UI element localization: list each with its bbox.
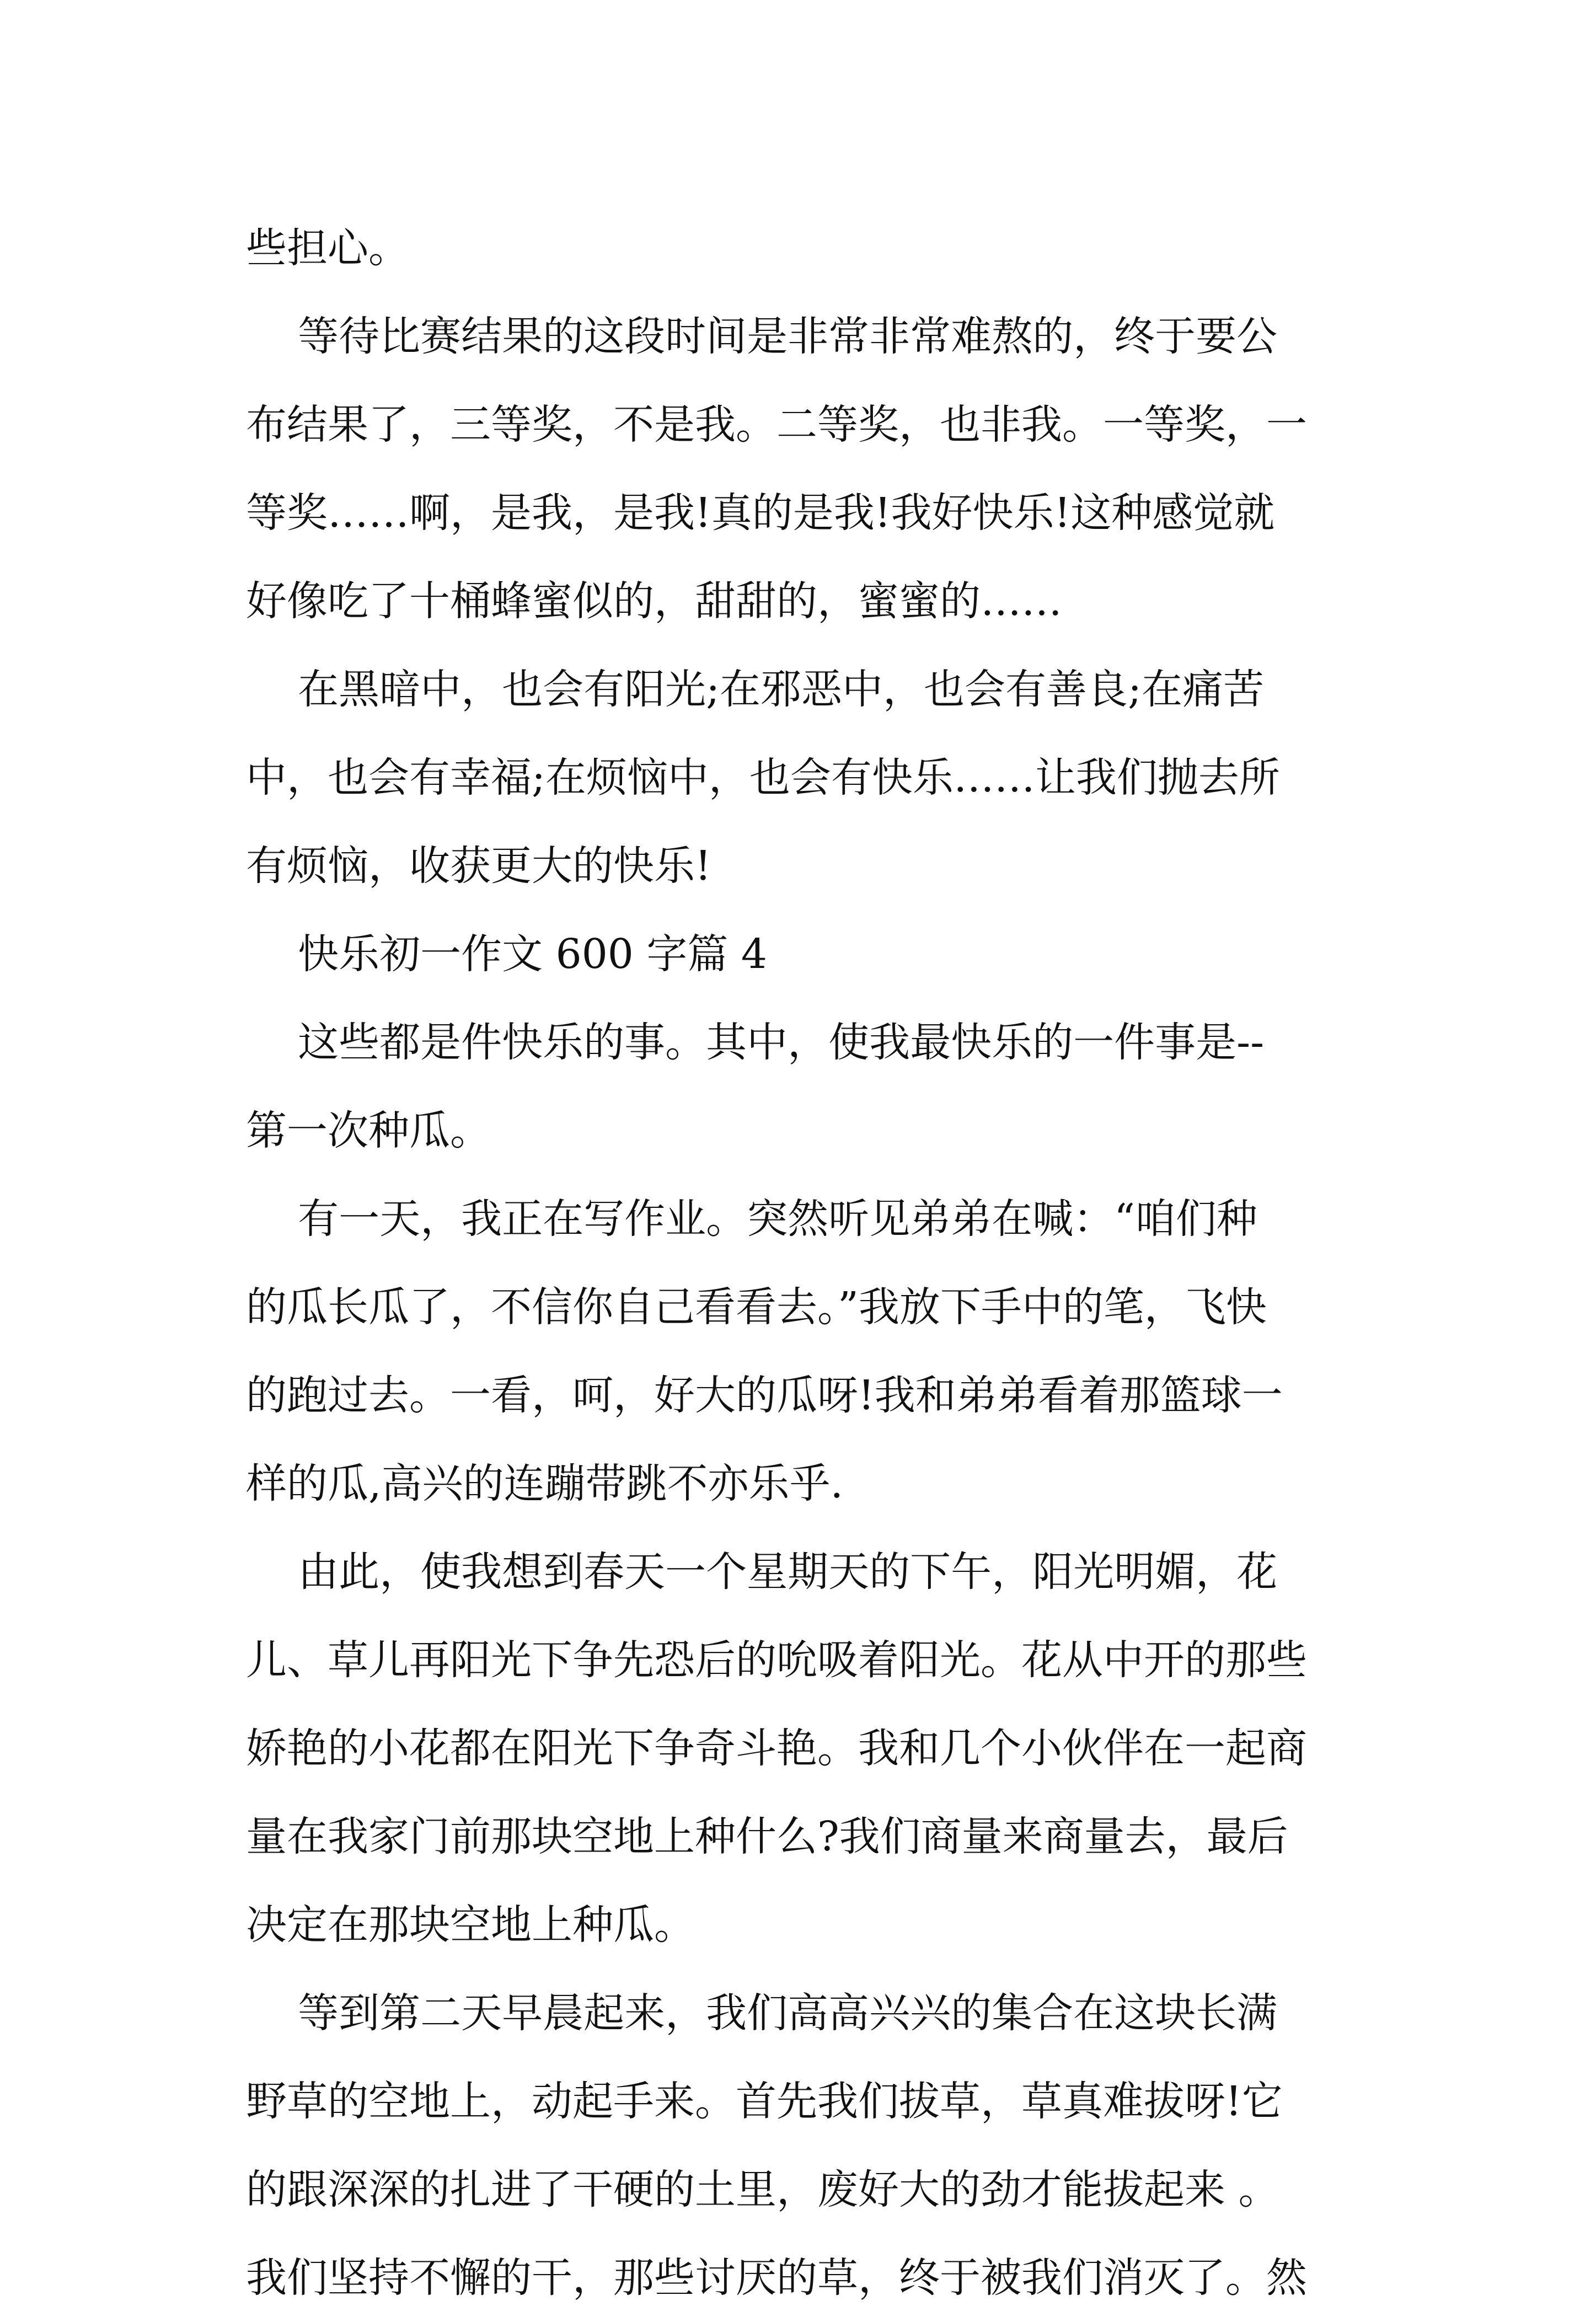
text-line: 等待比赛结果的这段时间是非常非常难熬的，终于要公 xyxy=(246,313,1278,360)
text-line: 我们坚持不懈的干，那些讨厌的草，终于被我们消灭了。然 xyxy=(246,2254,1307,2302)
text-line: 的跟深深的扎进了干硬的土里，废好大的劲才能拔起来 。 xyxy=(246,2166,1279,2213)
text-line: 儿、草儿再阳光下争先恐后的吮吸着阳光。花从中开的那些 xyxy=(246,1636,1307,1684)
text-line: 布结果了，三等奖，不是我。二等奖，也非我。一等奖，一 xyxy=(246,401,1307,448)
text-line: 决定在那块空地上种瓜。 xyxy=(246,1901,695,1949)
text-line: 的瓜长瓜了，不信你自己看看去。”我放下手中的笔，飞快 xyxy=(246,1283,1267,1331)
text-line: 由此，使我想到春天一个星期天的下午，阳光明媚，花 xyxy=(246,1548,1278,1596)
text-line: 有烦恼，收获更大的快乐! xyxy=(246,842,711,890)
section-heading: 快乐初一作文 600 字篇 4 xyxy=(246,930,767,978)
text-line: 好像吃了十桶蜂蜜似的，甜甜的，蜜蜜的…… xyxy=(246,577,1062,625)
text-line: 些担心。 xyxy=(246,224,409,272)
text-line: 等到第二天早晨起来，我们高高兴兴的集合在这块长满 xyxy=(246,1989,1278,2037)
text-line: 在黑暗中，也会有阳光;在邪恶中，也会有善良;在痛苦 xyxy=(246,666,1264,713)
text-line: 娇艳的小花都在阳光下争奇斗艳。我和几个小伙伴在一起商 xyxy=(246,1725,1307,1772)
text-line: 这些都是件快乐的事。其中，使我最快乐的一件事是-- xyxy=(246,1019,1265,1066)
text-line: 的跑过去。一看，呵，好大的瓜呀!我和弟弟看着那篮球一 xyxy=(246,1372,1283,1419)
text-line: 野草的空地上，动起手来。首先我们拔草，草真难拔呀!它 xyxy=(246,2078,1283,2125)
text-line: 量在我家门前那块空地上种什么?我们商量来商量去，最后 xyxy=(246,1813,1288,1860)
text-line: 样的瓜,高兴的连蹦带跳不亦乐乎. xyxy=(246,1460,844,1507)
text-line: 等奖……啊，是我，是我!真的是我!我好快乐!这种感觉就 xyxy=(246,489,1275,537)
text-line: 中，也会有幸福;在烦恼中，也会有快乐……让我们抛去所 xyxy=(246,754,1280,801)
text-line: 第一次种瓜。 xyxy=(246,1107,491,1154)
text-line: 有一天，我正在写作业。突然听见弟弟在喊：“咱们种 xyxy=(246,1195,1257,1243)
document-body xyxy=(246,204,1352,2322)
